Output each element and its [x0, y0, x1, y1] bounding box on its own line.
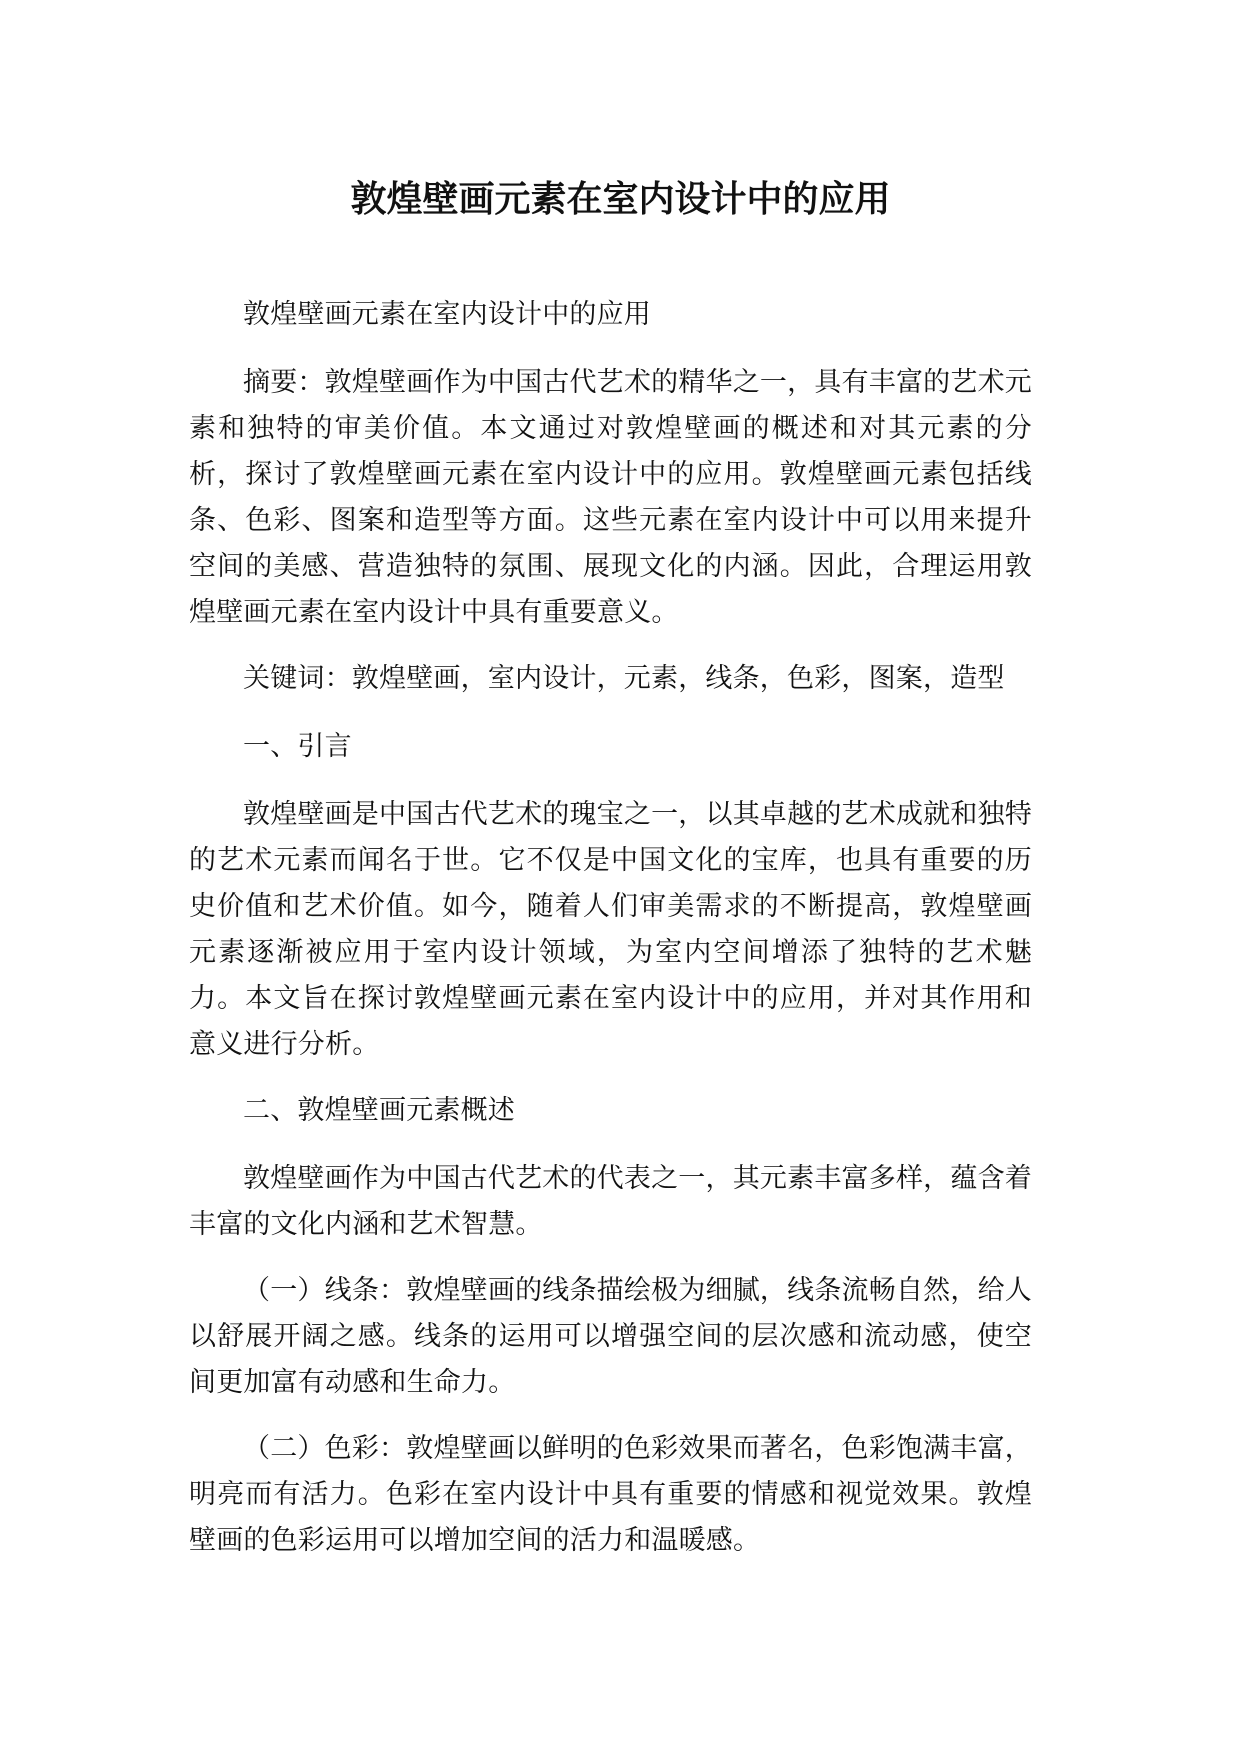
document-title: 敦煌壁画元素在室内设计中的应用 [350, 179, 891, 220]
document-body [189, 292, 1032, 1584]
colors-paragraph: （二）色彩：敦煌壁画以鲜明的色彩效果而著名，色彩饱满丰富，明亮而有活力。色彩在室内设计中具有重要的情感和视觉效果。敦煌壁画的色彩运用可以增加空间的活力和温暖感。 [189, 1433, 1032, 1556]
section-heading-overview: 二、敦煌壁画元素概述 [243, 1095, 515, 1126]
keywords-paragraph: 关键词：敦煌壁画，室内设计，元素，线条，色彩，图案，造型 [243, 663, 1005, 694]
section-heading-introduction: 一、引言 [243, 731, 352, 762]
introduction-paragraph: 敦煌壁画是中国古代艺术的瑰宝之一，以其卓越的艺术成就和独特的艺术元素而闻名于世。它不仅是中国文化的宝库，也具有重要的历史价值和艺术价值。如今，随着人们审美需求的不断提高，敦煌壁画元素逐渐被应用于室内设计领域，为室内空间增添了独特的艺术魅力。本文旨在探讨敦煌壁画元素在室内设计中的应用，并对其作用和意义进行分析。 [189, 799, 1032, 1060]
abstract-paragraph: 摘要：敦煌壁画作为中国古代艺术的精华之一，具有丰富的艺术元素和独特的审美价值。本文通过对敦煌壁画的概述和对其元素的分析，探讨了敦煌壁画元素在室内设计中的应用。敦煌壁画元素包括线条、色彩、图案和造型等方面。这些元素在室内设计中可以用来提升空间的美感、营造独特的氛围、展现文化的内涵。因此，合理运用敦煌壁画元素在室内设计中具有重要意义。 [189, 367, 1032, 628]
subtitle-paragraph: 敦煌壁画元素在室内设计中的应用 [243, 299, 651, 330]
overview-paragraph: 敦煌壁画作为中国古代艺术的代表之一，其元素丰富多样，蕴含着丰富的文化内涵和艺术智慧。 [189, 1163, 1032, 1240]
lines-paragraph: （一）线条：敦煌壁画的线条描绘极为细腻，线条流畅自然，给人以舒展开阔之感。线条的运用可以增强空间的层次感和流动感，使空间更加富有动感和生命力。 [189, 1275, 1032, 1398]
